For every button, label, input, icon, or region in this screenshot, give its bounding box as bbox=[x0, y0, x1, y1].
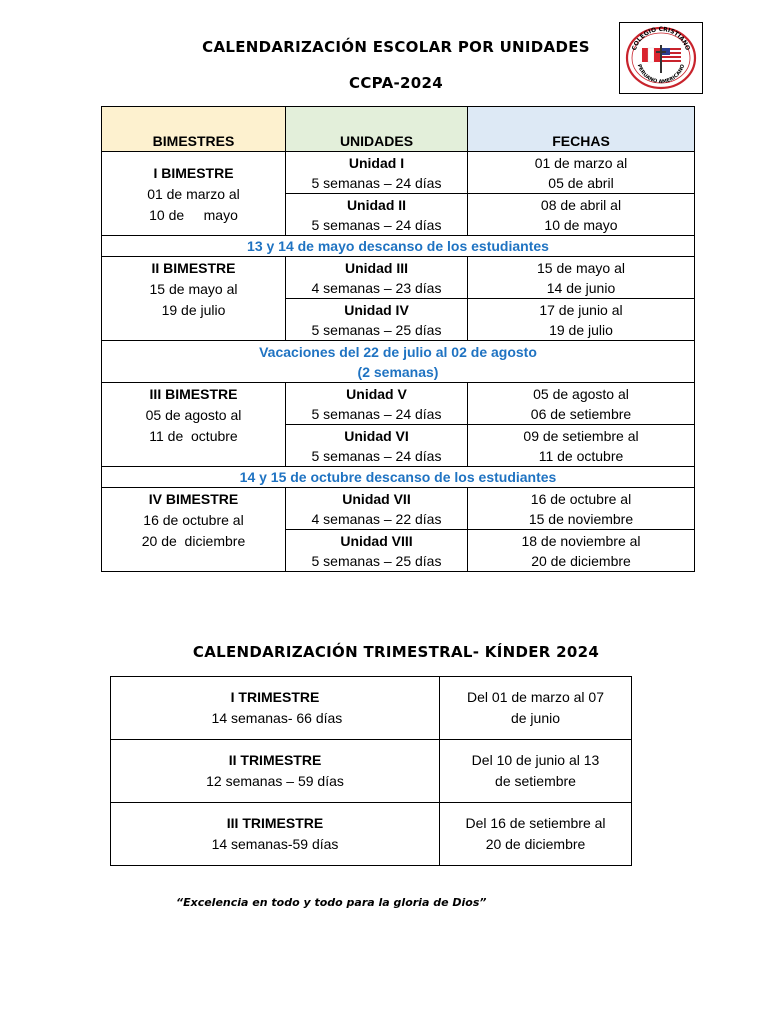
date-end: de setiembre bbox=[495, 773, 576, 789]
bimestre-name: I BIMESTRE bbox=[153, 165, 234, 181]
trimestre-name: III TRIMESTRE bbox=[226, 815, 324, 831]
unit-cell bbox=[286, 194, 468, 236]
unit-duration: 5 semanas – 24 días bbox=[311, 447, 442, 464]
unit-cell bbox=[286, 530, 468, 572]
bimestre-name: II BIMESTRE bbox=[151, 260, 236, 276]
table-row bbox=[102, 488, 695, 530]
unit-duration: 4 semanas – 23 días bbox=[311, 279, 442, 296]
break-note bbox=[102, 341, 695, 383]
bimestre-name: III BIMESTRE bbox=[149, 386, 238, 402]
unit-name: Unidad VIII bbox=[340, 532, 413, 549]
bimestre-cell bbox=[102, 152, 286, 236]
unit-duration: 5 semanas – 25 días bbox=[311, 321, 442, 338]
date-end: 11 de octubre bbox=[538, 447, 624, 464]
trimestre-duration: 14 semanas- 66 días bbox=[207, 710, 343, 726]
unit-name: Unidad IV bbox=[344, 301, 409, 318]
unit-name: Unidad III bbox=[345, 259, 408, 276]
date-end: 06 de setiembre bbox=[530, 405, 632, 422]
date-end: 20 de diciembre bbox=[531, 552, 631, 569]
date-start: Del 10 de junio al 13 bbox=[471, 752, 600, 768]
units-calendar-table bbox=[101, 106, 695, 572]
date-start: 01 de marzo al bbox=[534, 154, 628, 171]
date-cell bbox=[468, 383, 695, 425]
trimestre-dates bbox=[440, 740, 632, 803]
unit-duration: 5 semanas – 24 días bbox=[311, 174, 442, 191]
trimestre-dates bbox=[440, 677, 632, 740]
bimestre-range-start: 05 de agosto al bbox=[145, 407, 242, 423]
bimestre-range-start: 16 de octubre al bbox=[143, 512, 244, 528]
date-end: 19 de julio bbox=[549, 321, 613, 338]
table-row bbox=[102, 383, 695, 425]
date-end: 10 de mayo bbox=[544, 216, 618, 233]
bimestre-range-end: 11 de octubre bbox=[149, 428, 238, 444]
trimestre-name: II TRIMESTRE bbox=[228, 752, 322, 768]
trimestre-duration: 12 semanas – 59 días bbox=[206, 773, 344, 789]
date-cell bbox=[468, 488, 695, 530]
date-start: Del 16 de setiembre al bbox=[465, 815, 606, 831]
usa-flag-icon bbox=[662, 48, 681, 62]
date-end: 14 de junio bbox=[546, 279, 616, 296]
bimestre-range-end: 19 de julio bbox=[161, 302, 226, 318]
date-end: 15 de noviembre bbox=[528, 510, 634, 527]
unit-cell bbox=[286, 425, 468, 467]
break-row bbox=[102, 341, 695, 383]
date-start: 18 de noviembre al bbox=[521, 532, 641, 549]
date-start: 08 de abril al bbox=[540, 196, 622, 213]
table-header-row bbox=[102, 107, 695, 152]
bimestre-range-start: 15 de mayo al bbox=[149, 281, 238, 297]
unit-name: Unidad VII bbox=[342, 490, 411, 507]
logo-text-bottom: PERUANO AMERICANO bbox=[635, 63, 687, 86]
kinder-calendar-table bbox=[110, 676, 632, 866]
peru-flag-icon bbox=[642, 48, 660, 62]
school-logo-emblem-icon bbox=[620, 23, 702, 93]
date-end: 20 de diciembre bbox=[485, 836, 586, 852]
trimestre-name: I TRIMESTRE bbox=[230, 689, 320, 705]
school-motto: “Excelencia en todo y todo para la gloria de Dios” bbox=[176, 896, 487, 909]
date-cell bbox=[468, 425, 695, 467]
trimestre-dates bbox=[440, 803, 632, 866]
date-cell bbox=[468, 152, 695, 194]
date-cell bbox=[468, 257, 695, 299]
date-cell bbox=[468, 194, 695, 236]
header-bimestres: BIMESTRES bbox=[102, 107, 286, 152]
unit-name: Unidad V bbox=[346, 385, 407, 402]
date-start: 05 de agosto al bbox=[533, 385, 629, 402]
date-cell bbox=[468, 530, 695, 572]
unit-duration: 5 semanas – 24 días bbox=[311, 216, 442, 233]
unit-cell bbox=[286, 299, 468, 341]
school-logo bbox=[619, 22, 703, 94]
trimestre-cell bbox=[111, 740, 440, 803]
unit-duration: 4 semanas – 22 días bbox=[311, 510, 442, 527]
header-fechas: FECHAS bbox=[468, 107, 695, 152]
break-row bbox=[102, 467, 695, 488]
kinder-title: CALENDARIZACIÓN TRIMESTRAL- KÍNDER 2024 bbox=[192, 643, 600, 661]
table-row bbox=[111, 740, 632, 803]
table-row bbox=[111, 677, 632, 740]
table-row bbox=[102, 257, 695, 299]
break-note-line: (2 semanas) bbox=[357, 363, 439, 380]
date-start: 17 de junio al bbox=[539, 301, 623, 318]
date-start: Del 01 de marzo al 07 bbox=[467, 689, 604, 705]
unit-duration: 5 semanas – 24 días bbox=[311, 405, 442, 422]
date-cell bbox=[468, 299, 695, 341]
break-row bbox=[102, 236, 695, 257]
trimestre-duration: 14 semanas-59 días bbox=[211, 836, 339, 852]
unit-cell bbox=[286, 383, 468, 425]
page-subtitle: CCPA-2024 bbox=[349, 74, 443, 92]
bimestre-cell bbox=[102, 488, 286, 572]
break-note: 13 y 14 de mayo descanso de los estudiantes bbox=[102, 236, 695, 257]
date-start: 09 de setiembre al bbox=[523, 427, 639, 444]
unit-cell bbox=[286, 257, 468, 299]
date-end: 05 de abril bbox=[548, 174, 614, 191]
bimestre-range-end: 20 de diciembre bbox=[141, 533, 246, 549]
unit-name: Unidad VI bbox=[344, 427, 409, 444]
break-note-line: Vacaciones del 22 de julio al 02 de agosto bbox=[259, 343, 537, 360]
unit-name: Unidad II bbox=[346, 196, 407, 213]
logo-text-top: COLEGIO CRISTIANO bbox=[630, 25, 692, 52]
unit-duration: 5 semanas – 25 días bbox=[311, 552, 442, 569]
table-row bbox=[102, 152, 695, 194]
unit-cell bbox=[286, 152, 468, 194]
unit-cell bbox=[286, 488, 468, 530]
bimestre-name: IV BIMESTRE bbox=[148, 491, 239, 507]
page-title: CALENDARIZACIÓN ESCOLAR POR UNIDADES bbox=[202, 38, 590, 56]
date-start: 16 de octubre al bbox=[530, 490, 632, 507]
bimestre-cell bbox=[102, 383, 286, 467]
table-row bbox=[111, 803, 632, 866]
bimestre-range-start: 01 de marzo al bbox=[147, 186, 240, 202]
unit-name: Unidad I bbox=[348, 154, 405, 171]
date-start: 15 de mayo al bbox=[537, 259, 625, 276]
date-end: de junio bbox=[510, 710, 561, 726]
header-unidades: UNIDADES bbox=[286, 107, 468, 152]
bimestre-cell bbox=[102, 257, 286, 341]
bimestre-range-end: 10 de mayo bbox=[149, 207, 238, 223]
trimestre-cell bbox=[111, 677, 440, 740]
trimestre-cell bbox=[111, 803, 440, 866]
break-note: 14 y 15 de octubre descanso de los estudiantes bbox=[102, 467, 695, 488]
